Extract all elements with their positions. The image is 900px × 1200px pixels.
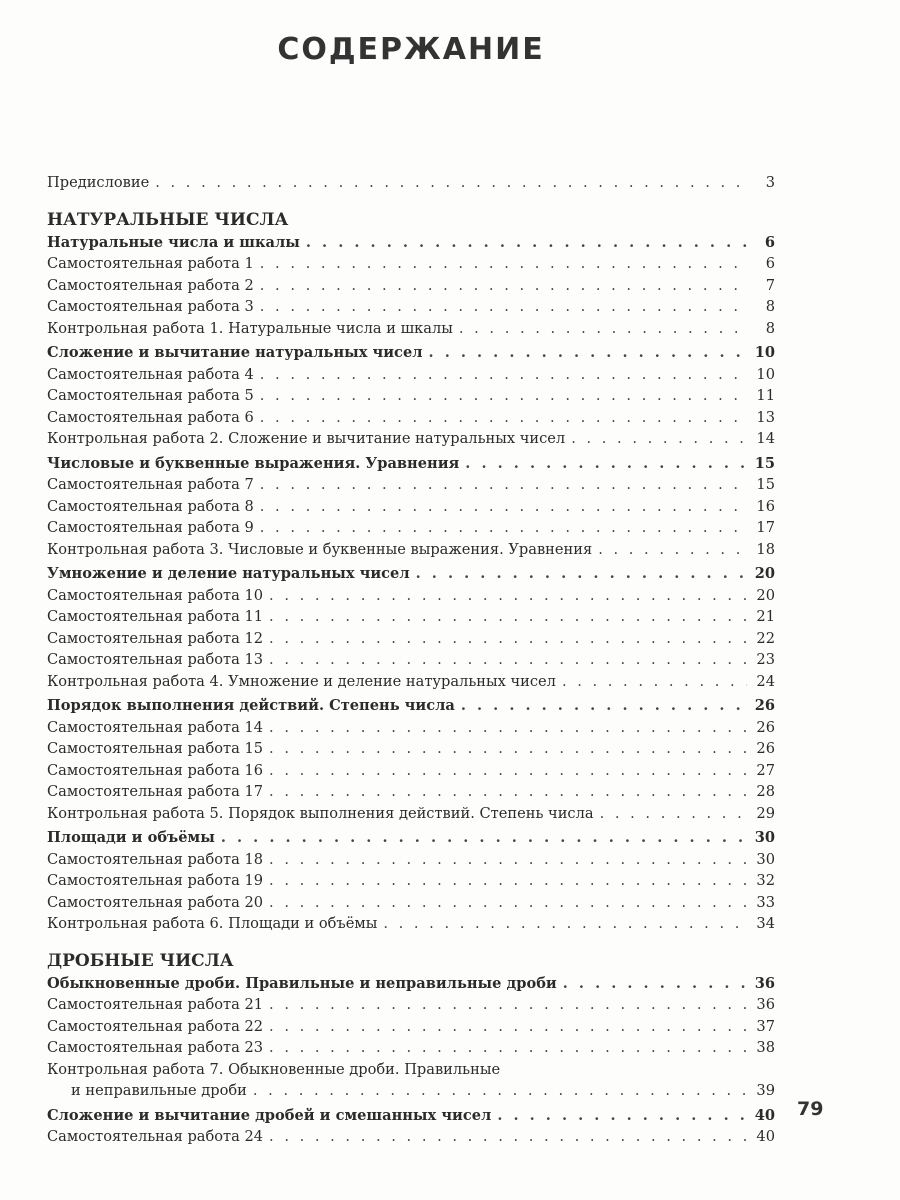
toc-entry-title: Самостоятельная работа 18 — [47, 850, 264, 868]
toc-entry — [47, 172, 775, 194]
dot-leader — [465, 453, 747, 475]
dot-leader — [598, 539, 747, 561]
toc-entry — [47, 760, 775, 782]
dot-leader — [269, 781, 747, 803]
toc-entry-title: Самостоятельная работа 12 — [47, 629, 264, 647]
toc-entry — [47, 849, 775, 871]
toc-entry-page: 30 — [754, 829, 775, 846]
toc-entry-title: Самостоятельная работа 11 — [47, 608, 264, 625]
toc-entry-title: и неправильные дроби — [71, 1082, 247, 1099]
toc-entry-page: 10 — [756, 365, 775, 383]
toc-entry — [47, 994, 775, 1016]
toc-entry-title: Контрольная работа 3. Числовые и буквенные выражения. Уравнения — [47, 540, 593, 558]
toc-entry — [47, 738, 775, 760]
toc-entry-page: 40 — [756, 1128, 775, 1145]
toc-entry-title: Числовые и буквенные выражения. Уравнения — [47, 454, 460, 472]
dot-leader — [459, 318, 747, 340]
table-of-contents — [47, 172, 775, 1148]
toc-entry-title: Самостоятельная работа 13 — [47, 651, 264, 668]
dot-leader — [461, 695, 747, 717]
toc-entry-page: 37 — [756, 1017, 775, 1035]
toc-entry — [47, 913, 775, 935]
dot-leader — [269, 606, 747, 628]
toc-entry-title: Сложение и вычитание натуральных чисел — [47, 344, 423, 361]
toc-entry-page: 29 — [756, 804, 775, 822]
toc-entry-page: 34 — [756, 915, 775, 932]
toc-entry — [47, 781, 775, 803]
dot-leader — [269, 628, 747, 650]
toc-entry-page: 10 — [754, 344, 775, 361]
toc-entry-title: Самостоятельная работа 19 — [47, 872, 264, 889]
toc-entry-title: Самостоятельная работа 15 — [47, 740, 264, 757]
page-number: 79 — [797, 1098, 824, 1120]
toc-entry-title: Самостоятельная работа 5 — [47, 387, 254, 404]
dot-leader — [155, 172, 747, 194]
toc-entry-page: 21 — [756, 608, 775, 625]
toc-entry — [47, 496, 775, 518]
toc-entry-page: 32 — [756, 872, 775, 889]
toc-entry-page: 39 — [756, 1082, 775, 1099]
toc-entry-title: Самостоятельная работа 4 — [47, 365, 254, 383]
dot-leader — [306, 232, 747, 254]
toc-entry — [47, 606, 775, 628]
toc-entry-page: 16 — [756, 497, 775, 515]
toc-topic-entry — [47, 232, 775, 254]
toc-entry-page: 11 — [756, 387, 775, 404]
toc-entry — [47, 649, 775, 671]
toc-entry-page: 28 — [756, 783, 775, 800]
toc-entry — [47, 296, 775, 318]
dot-leader — [260, 275, 747, 297]
toc-entry-title: Самостоятельная работа 9 — [47, 519, 254, 536]
dot-leader — [416, 563, 747, 585]
dot-leader — [221, 827, 747, 849]
toc-entry-page: 36 — [754, 974, 775, 992]
toc-topic-entry — [47, 695, 775, 717]
dot-leader — [269, 892, 747, 914]
dot-leader — [383, 913, 747, 935]
toc-entry — [47, 517, 775, 539]
dot-leader — [260, 253, 747, 275]
toc-entry-page: 15 — [756, 476, 775, 493]
toc-entry-title: Обыкновенные дроби. Правильные и неправильные дроби — [47, 974, 557, 992]
toc-entry-title: Контрольная работа 4. Умножение и деление натуральных чисел — [47, 672, 556, 690]
toc-entry — [47, 803, 775, 825]
toc-entry-title: Самостоятельная работа 7 — [47, 476, 254, 493]
toc-entry-title: Контрольная работа 7. Обыкновенные дроби. Правильные — [47, 1060, 501, 1078]
dot-leader — [269, 738, 747, 760]
toc-entry — [47, 671, 775, 693]
toc-entry-title: Контрольная работа 2. Сложение и вычитание натуральных чисел — [47, 430, 566, 447]
toc-entry-page: 3 — [765, 174, 775, 191]
toc-entry — [47, 407, 775, 429]
dot-leader — [269, 717, 747, 739]
toc-entry-page: 33 — [756, 893, 775, 911]
dot-leader — [260, 474, 747, 496]
page-title: СОДЕРЖАНИЕ — [277, 32, 545, 67]
toc-entry-title: Самостоятельная работа 14 — [47, 718, 264, 736]
toc-entry-title: Умножение и деление натуральных чисел — [47, 565, 410, 582]
toc-entry — [47, 892, 775, 914]
dot-leader — [269, 1016, 747, 1038]
toc-topic-entry — [47, 453, 775, 475]
dot-leader — [269, 1037, 747, 1059]
dot-leader — [429, 342, 747, 364]
toc-section-heading: НАТУРАЛЬНЫЕ ЧИСЛА — [47, 209, 289, 230]
toc-entry — [47, 870, 775, 892]
toc-entry-page: 13 — [756, 408, 775, 426]
dot-leader — [269, 649, 747, 671]
toc-entry-page: 40 — [754, 1106, 775, 1124]
dot-leader — [600, 803, 747, 825]
dot-leader — [269, 760, 747, 782]
toc-entry-title: Контрольная работа 5. Порядок выполнения действий. Степень числа — [47, 804, 594, 822]
toc-entry — [47, 364, 775, 386]
toc-entry-title: Самостоятельная работа 2 — [47, 276, 254, 294]
toc-entry-title: Самостоятельная работа 17 — [47, 783, 264, 800]
toc-entry-title: Самостоятельная работа 8 — [47, 497, 254, 515]
toc-entry — [47, 275, 775, 297]
toc-entry-title: Самостоятельная работа 10 — [47, 586, 264, 604]
toc-entry-page: 20 — [754, 565, 775, 582]
toc-entry-page: 18 — [756, 540, 775, 558]
dot-leader — [260, 296, 747, 318]
toc-entry-page: 15 — [754, 454, 775, 472]
toc-entry-title: Самостоятельная работа 24 — [47, 1128, 264, 1145]
dot-leader — [562, 671, 747, 693]
dot-leader — [571, 428, 747, 450]
toc-entry-title: Самостоятельная работа 20 — [47, 893, 264, 911]
toc-entry-page: 14 — [756, 430, 775, 447]
dot-leader — [253, 1080, 747, 1102]
toc-entry — [47, 253, 775, 275]
dot-leader — [497, 1105, 747, 1127]
toc-entry-page: 26 — [754, 697, 775, 714]
toc-entry-title: Самостоятельная работа 22 — [47, 1017, 264, 1035]
dot-leader — [260, 517, 747, 539]
toc-entry-page: 17 — [756, 519, 775, 536]
toc-entry-page: 26 — [756, 740, 775, 757]
toc-entry — [47, 385, 775, 407]
toc-entry-page: 6 — [765, 255, 775, 272]
toc-topic-entry — [47, 1105, 775, 1127]
toc-entry-page: 30 — [756, 850, 775, 868]
dot-leader — [269, 1126, 747, 1148]
toc-entry-page: 26 — [756, 718, 775, 736]
dot-leader — [260, 407, 747, 429]
toc-entry-page: 8 — [765, 298, 775, 315]
dot-leader — [260, 364, 747, 386]
dot-leader — [260, 385, 747, 407]
toc-entry-page: 22 — [756, 629, 775, 647]
toc-entry-page: 24 — [756, 672, 775, 690]
toc-entry-page: 36 — [756, 996, 775, 1013]
dot-leader — [269, 870, 747, 892]
toc-entry — [47, 1080, 775, 1102]
toc-entry-page: 27 — [756, 761, 775, 779]
toc-entry-page: 38 — [756, 1039, 775, 1056]
toc-topic-entry — [47, 563, 775, 585]
toc-entry — [47, 428, 775, 450]
toc-entry — [47, 318, 775, 340]
toc-entry-title: Самостоятельная работа 16 — [47, 761, 264, 779]
dot-leader — [269, 994, 747, 1016]
toc-entry — [47, 1037, 775, 1059]
toc-entry — [47, 1059, 775, 1081]
toc-entry — [47, 585, 775, 607]
toc-entry — [47, 539, 775, 561]
dot-leader — [563, 973, 747, 995]
toc-entry-title: Самостоятельная работа 3 — [47, 298, 254, 315]
toc-entry-title: Предисловие — [47, 174, 150, 191]
dot-leader — [260, 496, 747, 518]
dot-leader — [269, 585, 747, 607]
toc-entry-title: Контрольная работа 6. Площади и объёмы — [47, 915, 378, 932]
toc-entry-page: 20 — [756, 586, 775, 604]
toc-entry-page: 7 — [765, 276, 775, 294]
toc-entry-title: Площади и объёмы — [47, 829, 215, 846]
toc-topic-entry — [47, 827, 775, 849]
toc-entry — [47, 1016, 775, 1038]
toc-entry-title: Самостоятельная работа 6 — [47, 408, 254, 426]
toc-entry-title: Порядок выполнения действий. Степень числа — [47, 697, 455, 714]
toc-entry-page: 6 — [764, 233, 775, 251]
toc-topic-entry — [47, 342, 775, 364]
toc-entry — [47, 474, 775, 496]
toc-topic-entry — [47, 973, 775, 995]
toc-entry — [47, 717, 775, 739]
toc-entry-title: Самостоятельная работа 21 — [47, 996, 264, 1013]
toc-entry-page: 23 — [756, 651, 775, 668]
toc-entry-title: Самостоятельная работа 1 — [47, 255, 254, 272]
toc-entry-title: Контрольная работа 1. Натуральные числа и шкалы — [47, 319, 453, 337]
toc-entry-page: 8 — [765, 319, 775, 337]
toc-section-heading: ДРОБНЫЕ ЧИСЛА — [47, 950, 234, 971]
toc-entry — [47, 1126, 775, 1148]
toc-entry-title: Сложение и вычитание дробей и смешанных чисел — [47, 1106, 492, 1124]
toc-entry-title: Натуральные числа и шкалы — [47, 233, 300, 251]
toc-entry — [47, 628, 775, 650]
dot-leader — [269, 849, 747, 871]
toc-entry-title: Самостоятельная работа 23 — [47, 1039, 264, 1056]
